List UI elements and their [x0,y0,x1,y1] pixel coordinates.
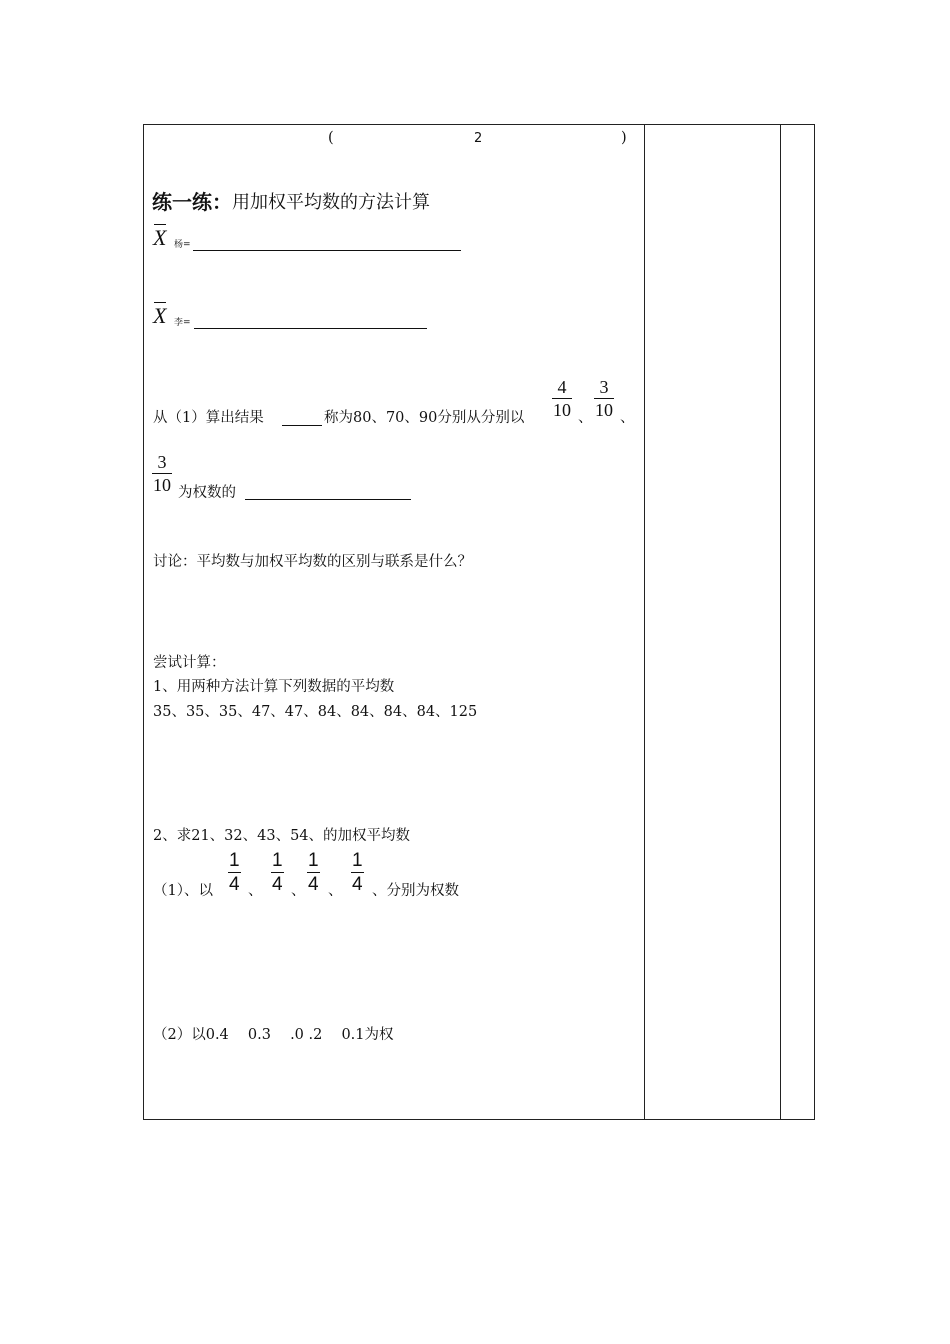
fraction-denominator: 4 [308,874,319,895]
question-2-part-1: （1）、以 [153,883,213,899]
question-2-part-1-suffix: 、分别为权数 [372,883,459,899]
fraction [594,378,614,419]
question-1: 1、用两种方法计算下列数据的平均数 [153,679,395,695]
column-divider [780,124,781,1120]
separator: 、 [578,410,593,426]
fraction-denominator: 10 [153,475,171,495]
mean-symbol: X [153,225,167,250]
header-close-paren: ) [621,130,627,146]
mean-subscript-label: 杨= [174,240,191,250]
paragraph-text: 为权数的 [178,485,236,501]
question-1-data: 35、35、35、47、47、84、84、84、84、125 [153,704,478,720]
discussion-question: 讨论：平均数与加权平均数的区别与联系是什么？ [153,554,472,570]
fraction-denominator: 10 [595,400,613,420]
separator: 、 [328,883,343,899]
mean-subscript-label: 李= [174,318,191,328]
fraction [552,378,572,419]
exercise-heading: 练一练： [152,190,232,214]
page-number: 2 [474,131,483,146]
fraction-numerator: 3 [157,452,167,472]
answer-blank[interactable] [194,328,427,329]
fraction-denominator: 10 [553,400,571,420]
separator: 、 [291,883,306,899]
fraction-denominator: 4 [229,874,240,895]
exercise-heading-rest: 用加权平均数的方法计算 [232,192,430,213]
question-2: 2、求21、32、43、54、的加权平均数 [153,828,411,844]
fraction-numerator: 1 [352,850,363,871]
fraction [307,851,320,894]
question-2-part-2: （2）以0.4 0.3 .0 .2 0.1为权 [153,1027,394,1043]
answer-blank[interactable] [193,250,461,251]
fraction-numerator: 1 [229,850,240,871]
paragraph-text: 称为80、70、90分别从分别以 [324,410,525,426]
fraction [228,851,241,894]
worksheet-table [143,124,815,1120]
column-divider [644,124,645,1120]
fraction-numerator: 1 [308,850,319,871]
mean-symbol: X [153,303,167,328]
fraction-numerator: 1 [272,850,283,871]
separator: 、 [248,883,263,899]
section-title: 尝试计算： [153,655,226,671]
paragraph-text: 从（1）算出结果 [153,410,264,426]
answer-blank[interactable] [245,499,411,500]
fraction-denominator: 4 [272,874,283,895]
fraction-numerator: 4 [557,377,567,397]
fraction-numerator: 3 [599,377,609,397]
fraction [152,453,172,494]
separator: 、 [620,410,635,426]
header-open-paren: ( [328,130,334,146]
fraction-denominator: 4 [352,874,363,895]
fraction [271,851,284,894]
answer-blank[interactable] [282,425,322,426]
fraction [351,851,364,894]
